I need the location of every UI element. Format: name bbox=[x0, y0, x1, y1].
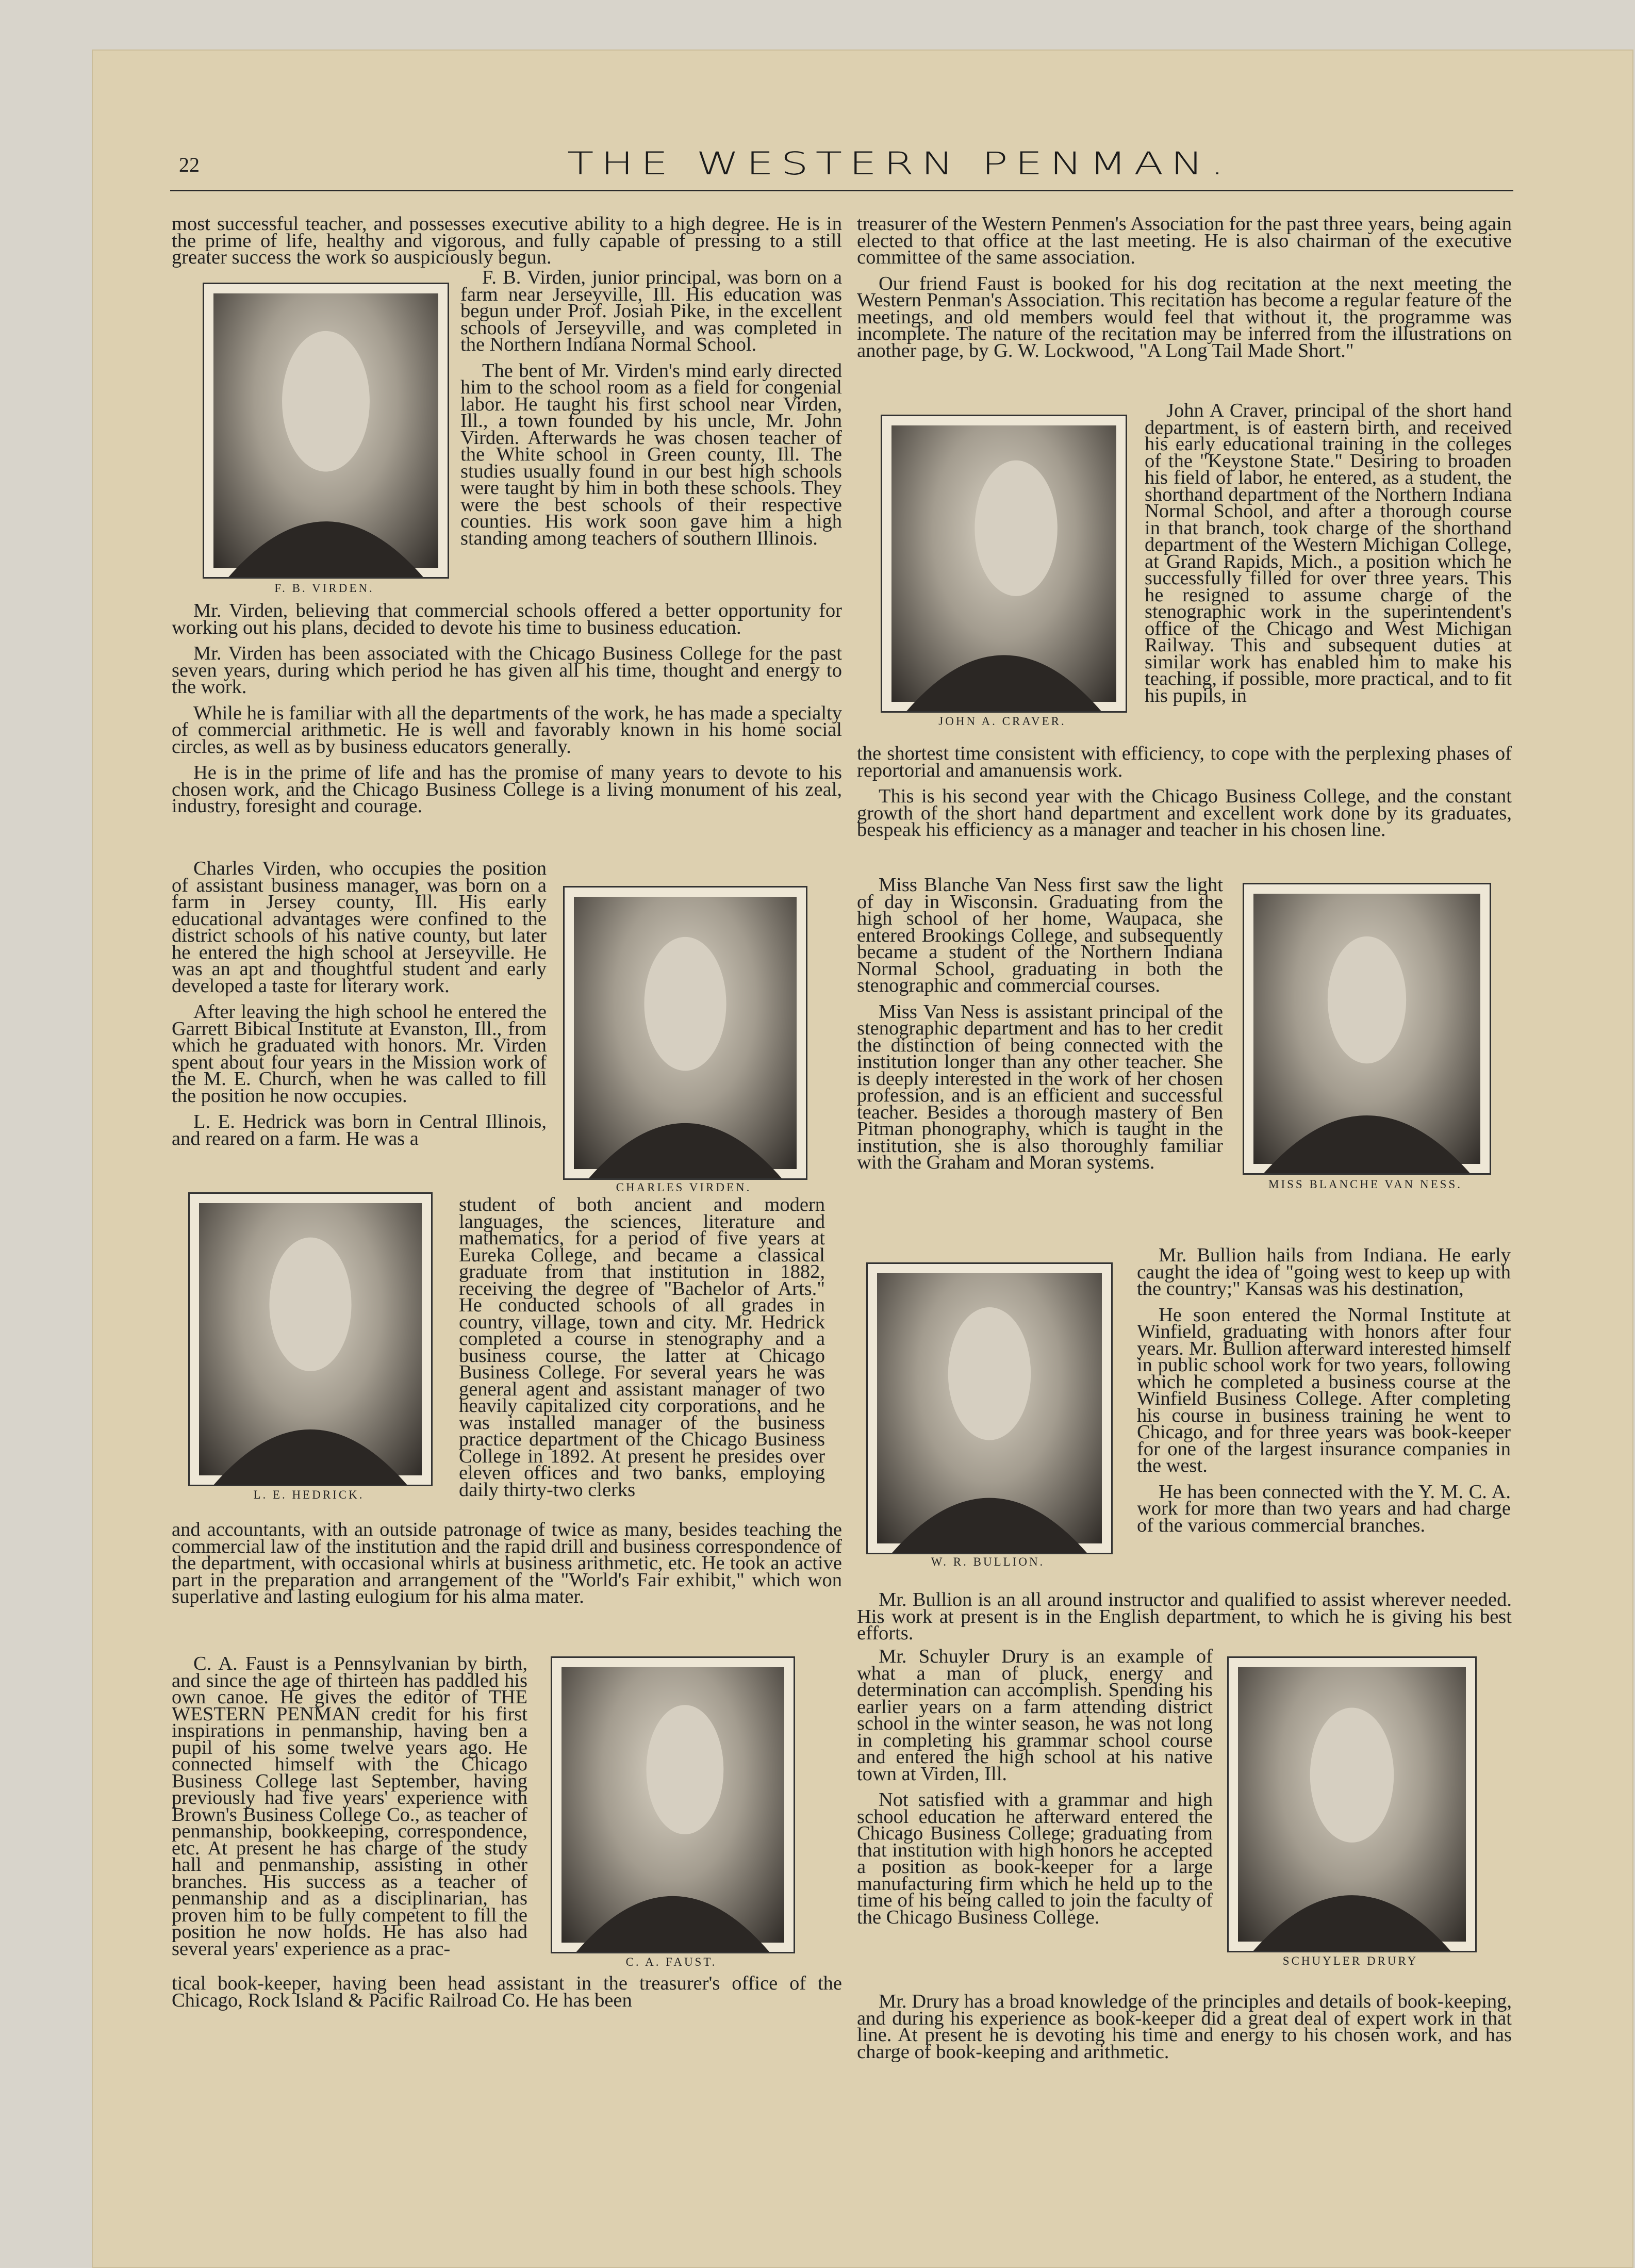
page-number: 22 bbox=[179, 153, 200, 176]
van-ness-bio bbox=[857, 874, 1223, 1180]
paragraph: Mr. Schuyler Drury is an example of what a man of pluck, energy and determination can accomplish. Spending his earlier years on a farm attending district school in the winter season, he was not long in completing his grammar school course and entered the high school at his native town at Virden, Ill. bbox=[857, 1646, 1213, 1785]
faust-bio-continued bbox=[857, 213, 1512, 368]
charles-virden-bio bbox=[172, 860, 547, 1156]
paragraph: and accountants, with an outside patronage of twice as many, besides teaching the commercial law of the institution and the rapid drill and business correspondence of the department, with occasional whirls at business arithmetic, etc. He took an active part in the preparation and arrangement of the "World's Fair exhibit," which won superlative and lasting eulogium for his alma mater. bbox=[172, 1519, 842, 1607]
portrait-charles-virden bbox=[563, 886, 807, 1180]
paragraph: Mr. Drury has a broad knowledge of the principles and details of book-keeping, and during his experience as book-keeper did a great deal of expert work in that line. At present he is devoting his time and energy to his chosen work, and has charge of book-keeping and arithmetic. bbox=[857, 1991, 1512, 2063]
paragraph: the shortest time consistent with efficiency, to cope with the perplexing phases of reportorial and amanuensis work. bbox=[857, 743, 1512, 781]
faust-bio bbox=[172, 1655, 527, 1966]
paragraph: He soon entered the Normal Institute at Winfield, graduating with honors after four years. Mr. Bullion afterward interested himself in public school work for two years, following which he completed a business course at the Winfield Business College. After completing his course in business training he went to Chicago, and for three years was book-keeper for one of the largest insurance companies in the west. bbox=[1137, 1304, 1511, 1476]
paragraph: Miss Blanche Van Ness first saw the light of day in Wisconsin. Graduating from the high school of her home, Waupaca, she entered Brookings College, and subsequently became a student of the Northern Indiana Normal School, graduating in both the stenographic and commercial courses. bbox=[857, 874, 1223, 996]
paragraph: Not satisfied with a grammar and high school education he afterward entered the Chicago Business College; graduating from that institution with high honors he accepted a position as book-keeper for a large manufacturing firm which he held up to the time of his being called to join the faculty of the Chicago Business College. bbox=[857, 1789, 1213, 1928]
portrait-john-a-craver bbox=[881, 415, 1127, 713]
drury-bio-full bbox=[857, 1993, 1512, 2069]
bullion-bio-full bbox=[857, 1591, 1512, 1651]
portrait-schuyler-drury bbox=[1227, 1656, 1477, 1952]
portrait-wr-bullion bbox=[866, 1262, 1113, 1554]
portrait-le-hedrick bbox=[188, 1192, 433, 1486]
caption-blanche-van-ness: MISS BLANCHE VAN NESS. bbox=[1268, 1178, 1462, 1191]
caption-john-a-craver: JOHN A. CRAVER. bbox=[938, 715, 1066, 728]
caption-schuyler-drury: SCHUYLER DRURY bbox=[1282, 1954, 1418, 1967]
paragraph: F. B. Virden, junior principal, was born on a farm near Jerseyville, Ill. His education was begun under Prof. Josiah Pike, in the excellent schools of Jerseyville, and was completed in the Northern Indiana Normal School. bbox=[460, 267, 842, 355]
paragraph: Miss Van Ness is assistant principal of the stenographic department and has to her credit the distinction of being connected with the institution longer than any other teacher. She is deeply interested in the work of her chosen profession, and is an efficient and successful teacher. Besides a thorough mastery of Ben Pitman phonography, which is taught in the institution, she is also thoroughly familiar with the Graham and Moran systems. bbox=[857, 1000, 1223, 1173]
paragraph: Mr. Bullion is an all around instructor and qualified to assist wherever needed. His work at present is in the English department, to which he is giving his best efforts. bbox=[857, 1589, 1512, 1644]
paragraph: John A Craver, principal of the short hand department, is of eastern birth, and received his early educational training in the colleges of the "Keystone State." Desiring to broaden his field of labor, he entered, as a student, the shorthand department of the Northern Indiana Normal School, and after a thorough course in that branch, took charge of the shorthand department of the Western Michigan College, at Grand Rapids, Mich., a position which he successfully filled for over three years. This he resigned to assume charge of the stenographic work in the superintendent's office of the Chicago and West Michigan Railway. This and subsequent duties at similar work has enabled him to make his teaching, if possible, more practical, and to fit his pupils, in bbox=[1145, 400, 1512, 706]
masthead-title: THE WESTERN PENMAN. bbox=[567, 145, 1232, 182]
paragraph: Charles Virden, who occupies the position of assistant business manager, was born on a farm in Jersey county, Ill. His early educational advantages were confined to the district schools of his native county, but later he entered the high school at Jerseyville. He was an apt and thoughtful student and early developed a taste for literary work. bbox=[172, 858, 547, 997]
paragraph: student of both ancient and modern languages, the sciences, literature and mathematics, for a period of five years at Eureka College, and became a classical graduate from that institution in 1882, receiving the degree of "Bachelor of Arts." He conducted schools of all grades in country, village, town and city. Mr. Hedrick completed a course in stenography and a business course, the latter at Chicago Business College. For several years he was general agent and assistant manager of two heavily capitalized city corporations, and he was installed manager of the business practice department of the Chicago Business College in 1892. At present he presides over eleven offices and two banks, employing daily thirty-two clerks bbox=[459, 1194, 825, 1501]
paragraph: After leaving the high school he entered the Garrett Bibical Institute at Evanston, Ill., from which he graduated with honors. Mr. Virden spent about four years in the Mission work of the M. E. Church, when he was called to fill the position he now occupies. bbox=[172, 1001, 547, 1107]
paragraph: The bent of Mr. Virden's mind early directed him to the school room as a field for congenial labor. He taught his first school near Virden, Ill., a town founded by his uncle, Mr. John Virden. Afterwards he was chosen teacher of the White school in Green county, Ill. The studies usually found in our best high schools were taught by him in both these schools. They were the best schools of their respective counties. His work soon gave him a high standing among teachers of southern Illinois. bbox=[460, 359, 842, 549]
paragraph: This is his second year with the Chicago Business College, and the constant growth of the short hand department and excellent work done by its graduates, bespeak his efficiency as a manager and teacher in his chosen line. bbox=[857, 785, 1512, 841]
paragraph: Mr. Virden has been associated with the Chicago Business College for the past seven years, during which period he has given all his time, thought and energy to the work. bbox=[172, 643, 842, 698]
faust-bio-full bbox=[172, 1975, 842, 2018]
paragraph: C. A. Faust is a Pennsylvanian by birth, and since the age of thirteen has paddled his own canoe. He gives the editor of THE WESTERN PENMAN credit for his first inspirations in penmanship, having ben a pupil of his some twelve years ago. He connected himself with the Chicago Business College last September, having previously had five years' experience with Brown's Business College Co., as teacher of penmanship, bookkeeping, correspondence, etc. At present he has charge of the study hall and penmanship, assisting in other branches. His success as a teacher of penmanship and as a disciplinarian, has proven him to be fully competent to fill the position he now holds. He has also had several years' experience as a prac- bbox=[172, 1653, 527, 1960]
caption-wr-bullion: W. R. BULLION. bbox=[931, 1555, 1045, 1568]
paragraph: Mr. Virden, believing that commercial schools offered a better opportunity for working out his plans, decided to devote his time to business education. bbox=[172, 600, 842, 638]
virden-bio-full bbox=[172, 602, 842, 824]
caption-le-hedrick: L. E. HEDRICK. bbox=[253, 1488, 365, 1501]
portrait-fb-virden bbox=[203, 283, 449, 579]
paragraph: He is in the prime of life and has the promise of many years to devote to his chosen work, and the Chicago Business College is a living monument of his zeal, industry, foresight and courage. bbox=[172, 762, 842, 817]
portrait-blanche-van-ness bbox=[1243, 883, 1491, 1175]
caption-charles-virden: CHARLES VIRDEN. bbox=[616, 1181, 752, 1194]
hedrick-bio-column bbox=[459, 1196, 825, 1507]
paragraph: tical book-keeper, having been head assistant in the treasurer's office of the Chicago, Rock Island & Pacific Railroad Co. He has been bbox=[172, 1973, 842, 2011]
paragraph: He has been connected with the Y. M. C. A. work for more than two years and had charge of the various commercial branches. bbox=[1137, 1481, 1511, 1536]
paragraph: most successful teacher, and possesses executive ability to a high degree. He is in the prime of life, healthy and vigorous, and fully capable of pressing to a still greater success the work so auspiciously begun. bbox=[172, 213, 842, 268]
craver-bio-full bbox=[857, 745, 1512, 848]
paragraph: Our friend Faust is booked for his dog recitation at the next meeting the Western Penman's Association. This recitation has become a regular feature of the meetings, and old members would feel that without it, the programme was incomplete. The nature of the recitation may be inferred from the illustrations on another page, by G. W. Lockwood, "A Long Tail Made Short." bbox=[857, 272, 1512, 361]
craver-bio-column bbox=[1145, 402, 1512, 713]
masthead-rule bbox=[170, 190, 1513, 191]
virden-bio-column bbox=[460, 269, 842, 556]
portrait-ca-faust bbox=[551, 1656, 795, 1953]
paragraph: Mr. Bullion hails from Indiana. He early caught the idea of "going west to keep up with the country;" Kansas was his destination, bbox=[1137, 1244, 1511, 1300]
hedrick-bio-full bbox=[172, 1521, 842, 1615]
caption-fb-virden: F. B. VIRDEN. bbox=[274, 582, 374, 595]
paragraph: While he is familiar with all the departments of the work, he has made a specialty of commercial arithmetic. He is well and favorably known in his home social circles, as well as by business educators generally. bbox=[172, 702, 842, 758]
bullion-bio-column bbox=[1137, 1244, 1511, 1543]
caption-ca-faust: C. A. FAUST. bbox=[625, 1955, 717, 1968]
paragraph: L. E. Hedrick was born in Central Illinois, and reared on a farm. He was a bbox=[172, 1111, 547, 1149]
drury-bio bbox=[857, 1648, 1213, 1935]
paragraph: treasurer of the Western Penmen's Association for the past three years, being again elected to that office at the last meeting. He is also chairman of the executive committee of the same association. bbox=[857, 213, 1512, 268]
